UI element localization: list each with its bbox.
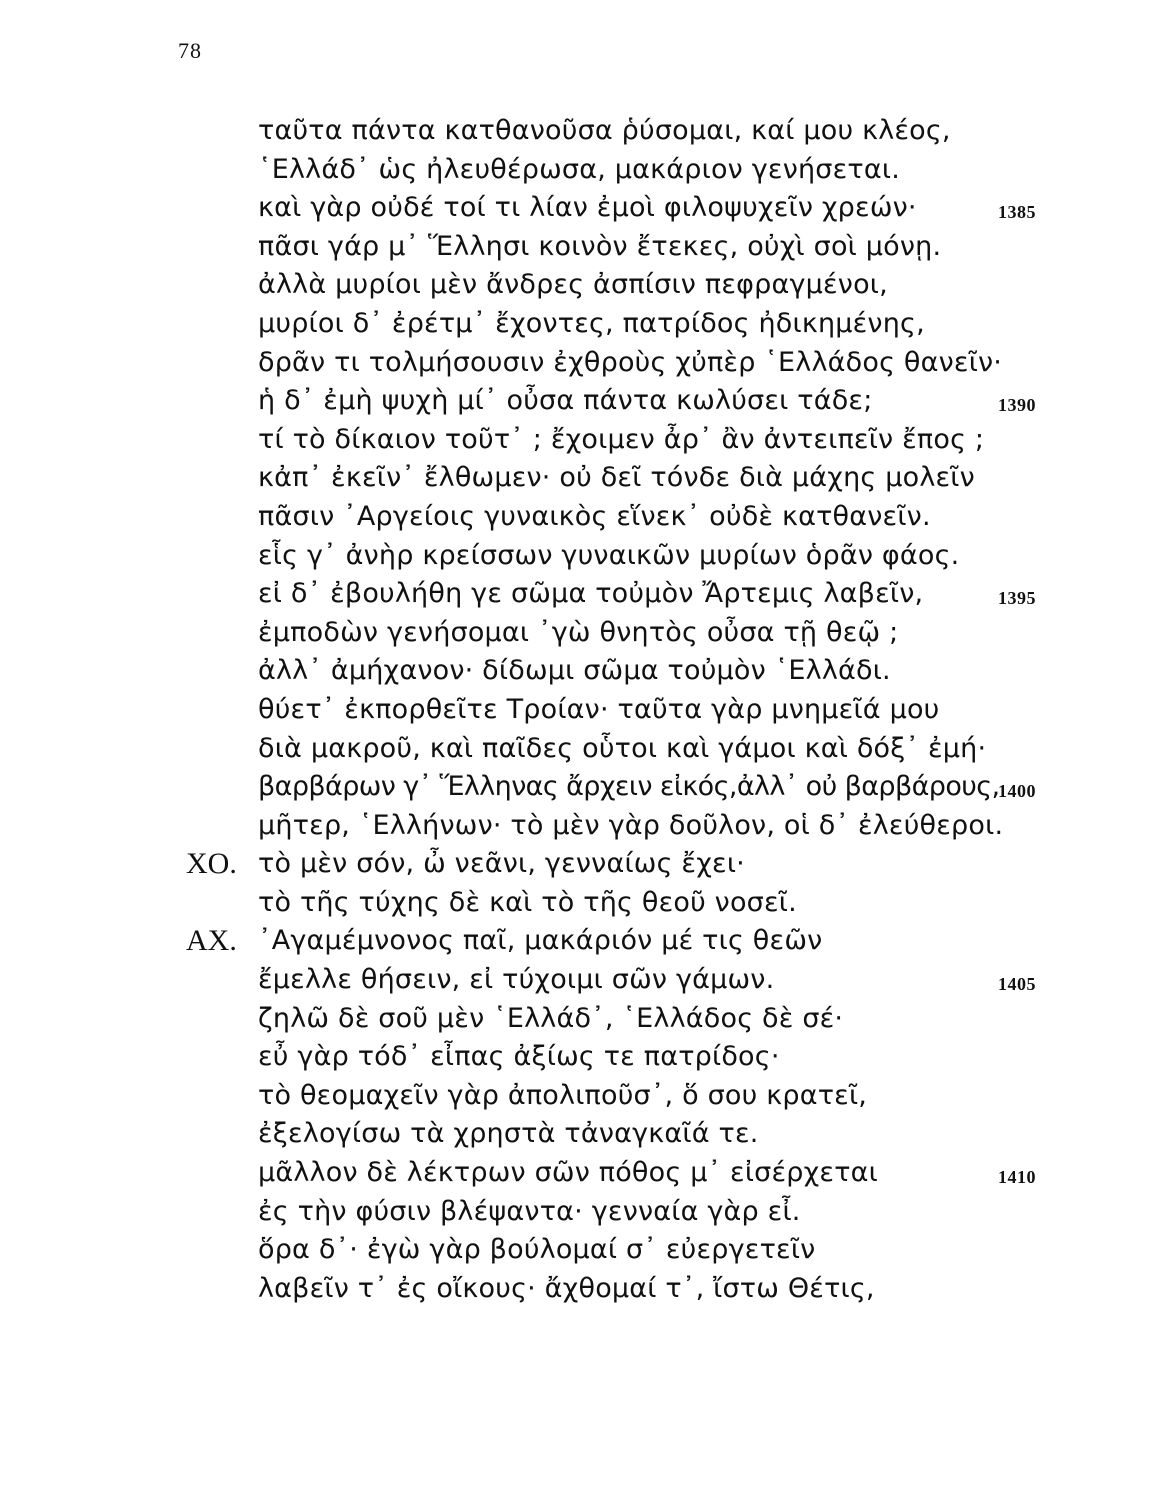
verse-text: θύετ᾽ ἐκπορθεῖτε Τροίαν· ταῦτα γὰρ μνημεῖά μου [258, 693, 940, 725]
verse-line [0, 1115, 1149, 1154]
verse-text: τὸ θεομαχεῖν γὰρ ἀπολιποῦσ᾽, ὅ σου κρατεῖ, [258, 1079, 868, 1111]
verse-text: ἐμποδὼν γενήσομαι ᾽γὼ θνητὸς οὖσα τῇ θεῷ ; [258, 616, 899, 648]
verse-text: εὖ γὰρ τόδ᾽ εἶπας ἀξίως τε πατρίδος· [258, 1041, 780, 1073]
verse-text: κἀπ᾽ ἐκεῖν᾽ ἔλθωμεν· οὐ δεῖ τόνδε διὰ μάχης μολεῖν [258, 462, 975, 494]
verse-text: μυρίοι δ᾽ ἐρέτμ᾽ ἔχοντες, πατρίδος ἠδικημένης, [258, 307, 925, 339]
verse-line [0, 459, 1149, 498]
verse-text: ἡ δ᾽ ἐμὴ ψυχὴ μί᾽ οὖσα πάντα κωλύσει τάδε; [258, 385, 873, 417]
verse-text: πᾶσιν ᾽Αργείοις γυναικὸς εἵνεκ᾽ οὐδὲ κατθανεῖν. [258, 500, 931, 532]
verse-text: λαβεῖν τ᾽ ἐς οἴκους· ἄχθομαί τ᾽, ἴστω Θέτις, [258, 1272, 875, 1304]
line-number: 1410 [998, 1167, 1036, 1188]
verse-line [0, 382, 1149, 421]
verse-line [0, 652, 1149, 691]
verse-line [0, 884, 1149, 923]
verse-line [0, 498, 1149, 537]
verse-text: ᾽Αγαμέμνονος παῖ, μακάριόν μέ τις θεῶν [258, 925, 823, 957]
verse-line [0, 112, 1149, 151]
speaker-label: ΧΟ. [186, 847, 237, 881]
verse-text: τὸ μὲν σόν, ὦ νεᾶνι, γενναίως ἔχει· [258, 848, 745, 880]
verse-text: δρᾶν τι τολμήσουσιν ἐχθροὺς χὐπὲρ ῾Ελλάδος θανεῖν· [258, 346, 1003, 378]
verse-text: ἀλλ᾽ ἀμήχανον· δίδωμι σῶμα τοὐμὸν ῾Ελλάδι. [258, 655, 891, 687]
verse-text: μᾶλλον δὲ λέκτρων σῶν πόθος μ᾽ εἰσέρχεται [258, 1157, 879, 1189]
verse-text: εἰ δ᾽ ἐβουλήθη γε σῶμα τοὐμὸν Ἄρτεμις λαβεῖν, [258, 578, 924, 610]
verse-line [0, 691, 1149, 730]
verse-line [0, 537, 1149, 576]
verse-line [0, 344, 1149, 383]
verse-text: ῾Ελλάδ᾽ ὡς ἠλευθέρωσα, μακάριον γενήσεται. [258, 153, 900, 185]
verse-text: πᾶσι γάρ μ᾽ Ἕλλησι κοινὸν ἔτεκες, οὐχὶ σοὶ μόνῃ. [258, 230, 942, 262]
page-number: 78 [178, 38, 202, 63]
verse-line [0, 1077, 1149, 1116]
speaker-label: ΑΧ. [186, 924, 237, 958]
verse-line [0, 266, 1149, 305]
verse-text: εἷς γ᾽ ἀνὴρ κρείσσων γυναικῶν μυρίων ὁρᾶν φάος. [258, 539, 960, 571]
verse-line [0, 1038, 1149, 1077]
line-number: 1405 [998, 974, 1036, 995]
verse-text: ἔμελλε θήσειν, εἰ τύχοιμι σῶν γάμων. [258, 964, 775, 996]
verse-line [0, 845, 1149, 884]
verse-text: βαρβάρων γ᾽ Ἕλληνας ἄρχειν εἰκός,ἀλλ᾽ οὐ βαρβάρους, [258, 771, 1000, 803]
verse-line [0, 730, 1149, 769]
verse-line [0, 614, 1149, 653]
verse-line [0, 1231, 1149, 1270]
verse-text: ταῦτα πάντα κατθανοῦσα ῥύσομαι, καί μου κλέος, [258, 115, 951, 146]
verse-line [0, 228, 1149, 267]
verse-line [0, 575, 1149, 614]
verse-text: τὸ τῆς τύχης δὲ καὶ τὸ τῆς θεοῦ νοσεῖ. [258, 886, 797, 918]
verse-text: ὅρα δ᾽· ἐγὼ γὰρ βούλομαί σ᾽ εὐεργετεῖν [258, 1234, 816, 1266]
line-number: 1385 [998, 202, 1036, 223]
line-number: 1400 [998, 781, 1036, 802]
verse-line [0, 961, 1149, 1000]
verse-text: ἀλλὰ μυρίοι μὲν ἄνδρες ἀσπίσιν πεφραγμένοι, [258, 269, 888, 301]
verse-text: τί τὸ δίκαιον τοῦτ᾽ ; ἔχοιμεν ἆρ᾽ ἂν ἀντειπεῖν ἔπος ; [258, 423, 985, 455]
verse-line [0, 922, 1149, 961]
verse-text: ζηλῶ δὲ σοῦ μὲν ῾Ελλάδ᾽, ῾Ελλάδος δὲ σέ· [258, 1002, 844, 1034]
verse-line [0, 1154, 1149, 1193]
verse-line [0, 189, 1149, 228]
verse-lines [0, 112, 1149, 1308]
verse-line [0, 807, 1149, 846]
verse-line [0, 151, 1149, 190]
verse-line [0, 305, 1149, 344]
verse-line [0, 768, 1149, 807]
verse-text: καὶ γὰρ οὐδέ τοί τι λίαν ἐμοὶ φιλοψυχεῖν χρεών· [258, 192, 917, 224]
verse-text: διὰ μακροῦ, καὶ παῖδες οὗτοι καὶ γάμοι καὶ δόξ᾽ ἐμή· [258, 732, 987, 764]
verse-text: ἐξελογίσω τὰ χρηστὰ τἀναγκαῖά τε. [258, 1118, 759, 1150]
line-number: 1395 [998, 588, 1036, 609]
verse-line [0, 1000, 1149, 1039]
verse-line [0, 1193, 1149, 1232]
line-number: 1390 [998, 395, 1036, 416]
verse-line [0, 1270, 1149, 1309]
verse-line [0, 421, 1149, 460]
verse-text: ἐς τὴν φύσιν βλέψαντα· γενναία γὰρ εἶ. [258, 1195, 801, 1227]
verse-text: μῆτερ, ῾Ελλήνων· τὸ μὲν γὰρ δοῦλον, οἱ δ᾽ ἐλεύθεροι. [258, 809, 1004, 841]
